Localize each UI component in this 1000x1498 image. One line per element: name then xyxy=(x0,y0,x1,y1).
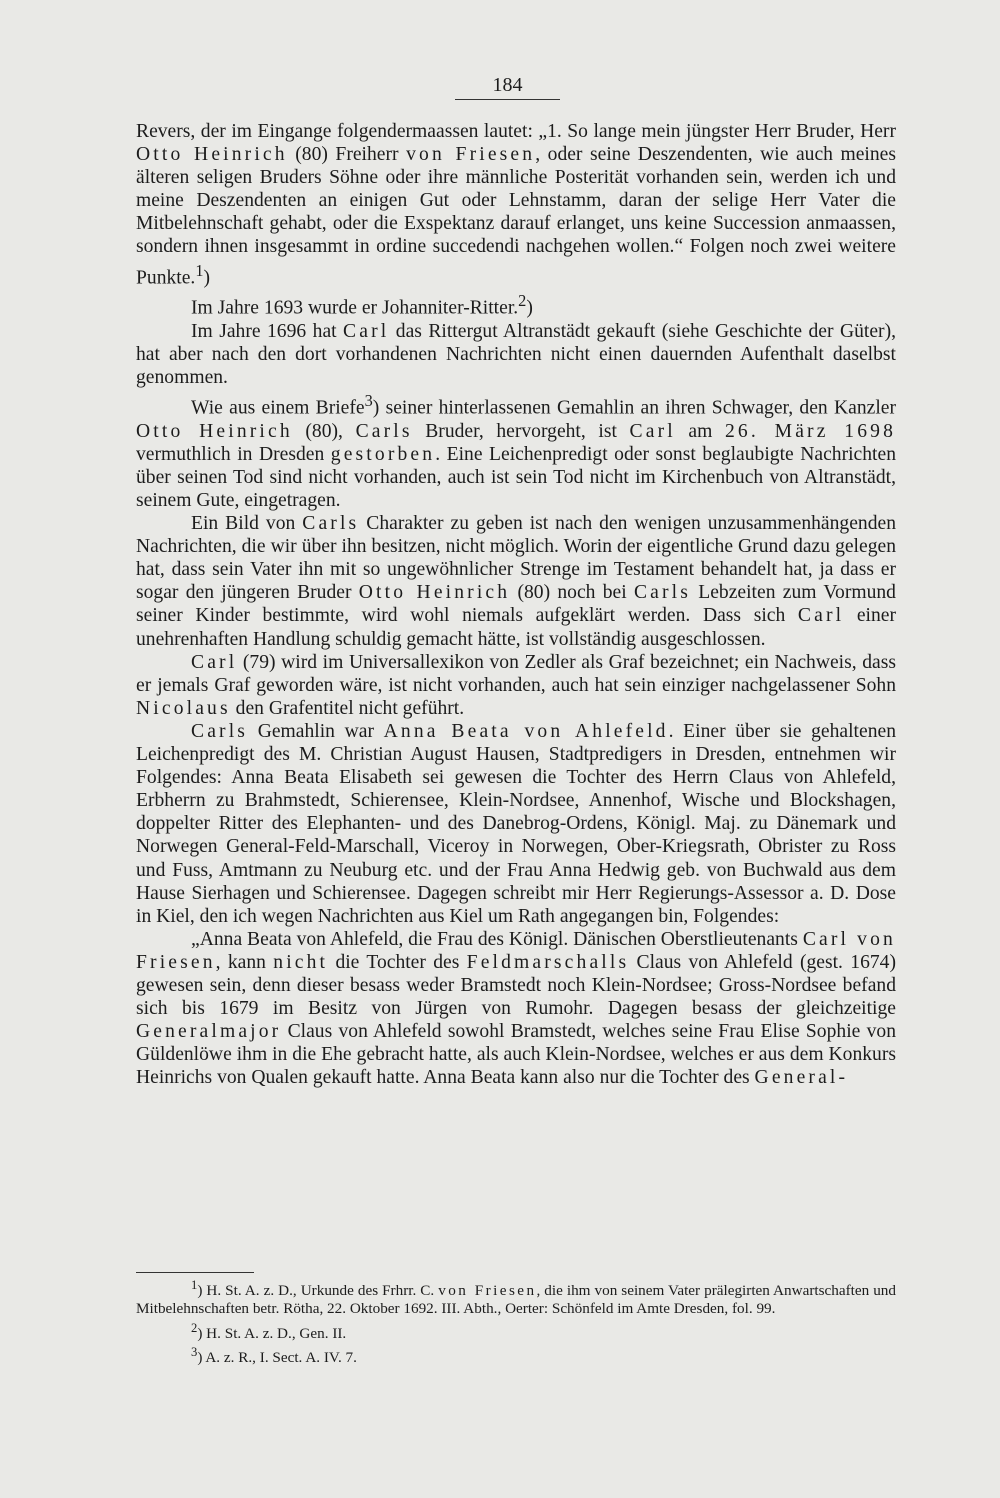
text-run: vermuthlich in Dresden xyxy=(136,443,331,465)
spaced-text: von Friesen xyxy=(438,1282,537,1300)
body-text xyxy=(136,120,896,1089)
footnote-marker: 2 xyxy=(518,291,527,311)
spaced-text: Otto Heinrich xyxy=(358,582,511,604)
paragraph-4 xyxy=(136,389,896,512)
footnote-marker: 1 xyxy=(195,260,204,280)
spaced-text: Carls xyxy=(633,582,691,604)
footnote-marker: 1 xyxy=(191,1278,198,1292)
text-run: (79) wird im Universallexikon von Zedler als Graf bezeichnet; ein Nachweis, dass er jemals Graf geworden wäre, ist nicht vorhanden, auch hat sein einziger nachgelassener Sohn xyxy=(136,651,896,696)
paragraph-1 xyxy=(136,120,896,289)
spaced-text: nicht xyxy=(273,951,329,973)
text-run: . Einer über sie gehaltenen Leichenpredigt des M. Christian August Hausen, Stadtpredigers in Dresden, entnehmen wir Folgendes: Anna Beata Elisabeth sei gewesen die Tochter des Herrn Claus von Ahlefeld, Erbherrn zu Brahmstedt, Schierensee, Klein-Nordsee, Annenhof, Wische und Blockshagen, doppelter Ritter des Elephanten- und des Danebrog-Ordens, Königl. Maj. zu Dänemark und Norwegen General-Feld-Marschall, Viceroy in Norwegen, Ober-Kriegsrath, Obrister zu Ross und Fuss, Amtmann zu Neuburg etc. und der Frau Anna Hedwig geb. von Buchwald aus dem Hause Sierhagen und Schierensee. Dagegen schreibt mir Herr Regierungs-Assessor a. D. Dose in Kiel, den ich wegen Nachrichten aus Kiel um Rath angegangen bin, Folgendes: xyxy=(136,720,896,927)
text-run: Ein Bild von xyxy=(191,513,303,535)
spaced-text: Generalmajor xyxy=(136,1021,282,1043)
text-run: „Anna Beata von Ahlefeld, die Frau des Königl. Dänischen Oberstlieutenants xyxy=(191,928,803,950)
spaced-text: Nicolaus xyxy=(136,697,231,719)
text-run: das Rittergut Altranstädt gekauft (siehe Geschichte der Güter), hat aber nach den dort vorhandenen Nachrichten nicht einen dauernden Aufenthalt daselbst genommen. xyxy=(136,320,896,388)
paragraph-7 xyxy=(136,720,896,928)
spaced-text: Carl xyxy=(343,320,390,342)
footnote-3 xyxy=(136,1343,896,1367)
page-number: 184 xyxy=(455,74,560,100)
text-run: Im Jahre 1693 wurde er Johanniter-Ritter. xyxy=(191,297,519,319)
spaced-text: Anna Beata von Ahlefeld xyxy=(383,720,669,742)
spaced-text: Carls xyxy=(191,720,249,742)
text-run: ) seiner hinterlassenen Gemahlin an ihren Schwager, den Kanzler xyxy=(372,397,896,419)
footnote-marker: 3 xyxy=(364,391,373,411)
text-run: Gemahlin war xyxy=(248,720,384,742)
text-run: (80) noch bei xyxy=(510,582,634,604)
text-run: Claus von Ahlefeld sowohl Bramstedt, welches seine Frau Elise Sophie von Güldenlöwe ihm in die Ehe gebracht hatte, als auch Klein-Nordsee, welches er aus dem Konkurs Heinrichs von Qualen gekauft hatte. Anna Beata kann also nur die Tochter des xyxy=(136,1021,896,1089)
text-run: , die ihm von seinem Vater prälegirten Anwartschaften und Mitbelehnschaften betr. Rötha, 22. Oktober 1692. III. Abth., Oerter: Schönfeld im Amte Dresden, fol. 99. xyxy=(136,1282,896,1318)
text-run: , oder seine Deszendenten, wie auch meines älteren seligen Bruders Söhne oder ihre männliche Posterität vorhanden sein, werden ich und meine Deszendenten an einigen Gut oder Lehnstamm, daran der selige Herr Vater die Mitbelehnschaft gehabt, oder die Exspektanz darauf erlanget, uns keine Succession anmaassen, sondern ihnen insgesammt in ordine succedendi nachgehen wollen.“ Folgen noch zwei weitere Punkte. xyxy=(136,144,896,289)
text-run: den Grafentitel nicht geführt. xyxy=(230,697,465,719)
spaced-text: Carl xyxy=(797,605,845,627)
spaced-text: Carl xyxy=(191,651,238,673)
text-run: ) A. z. R., I. Sect. A. IV. 7. xyxy=(197,1349,357,1367)
spaced-text: gestorben xyxy=(330,443,436,465)
text-run: ) xyxy=(526,297,533,319)
spaced-text: Carls xyxy=(355,420,413,442)
footnote-divider xyxy=(136,1272,254,1273)
text-run: , kann xyxy=(215,951,274,973)
spaced-text: Otto Heinrich xyxy=(136,144,288,166)
spaced-text: 26. März 1698 xyxy=(724,420,897,442)
spaced-text: General- xyxy=(754,1067,849,1089)
spaced-text: Otto Heinrich xyxy=(136,420,293,442)
text-run: Charakter zu geben ist nach den wenigen unzusammenhängenden Nachrichten, die wir über ihn besitzen, nicht möglich. Worin der eigentliche Grund dazu gelegen hat, dass sein Vater ihn mit so ungewöhnlicher Strenge im Testament behandelt hat, ja dass er sogar den jüngeren Bruder xyxy=(136,513,896,604)
text-run: . Eine Leichenpredigt oder sonst beglaubigte Nachrichten über seinen Tod sind nicht vorhanden, auch ist sein Tod nicht im Kirchenbuch von Altranstädt, seinem Gute, eingetragen. xyxy=(136,443,896,511)
footnotes xyxy=(136,1276,896,1367)
spaced-text: Feldmarschalls xyxy=(466,951,630,973)
text-run: Claus von Ahlefeld (gest. 1674) gewesen sein, denn dieser besass weder Bramstedt noch Klein-Nordsee; Gross-Nordsee befand sich bis 1679 im Besitz von Jürgen von Rumohr. Dagegen besass der gleichzeitige xyxy=(136,951,896,1020)
text-run: Im Jahre 1696 hat xyxy=(191,320,344,342)
text-run: Revers, der im Eingange folgendermaassen lautet: „1. So lange mein jüngster Herr Bruder, Herr xyxy=(136,121,896,142)
text-run: einer unehrenhaften Handlung schuldig gemacht hätte, ist vollständig ausgeschlossen. xyxy=(136,605,896,650)
text-run: Lebzeiten zum Vormund seiner Kinder bestimmte, wird wohl niemals aufgeklärt werden. Dass sich xyxy=(136,582,896,627)
paragraph-2 xyxy=(136,289,896,320)
text-run: (80), xyxy=(292,420,356,442)
spaced-text: von Friesen xyxy=(406,144,536,166)
footnote-marker: 2 xyxy=(191,1320,198,1335)
text-run: ) H. St. A. z. D., Gen. II. xyxy=(197,1324,347,1342)
text-run: ) H. St. A. z. D., Urkunde des Frhrr. C. xyxy=(197,1282,439,1300)
text-run: die Tochter des xyxy=(328,951,467,973)
footnote-marker: 3 xyxy=(191,1345,198,1360)
text-run: Bruder, hervorgeht, ist xyxy=(412,420,630,442)
paragraph-6 xyxy=(136,651,896,720)
footnote-1 xyxy=(136,1276,896,1319)
paragraph-3 xyxy=(136,320,896,389)
text-run: am xyxy=(675,420,725,442)
paragraph-5 xyxy=(136,512,896,651)
spaced-text: Carl xyxy=(629,420,676,442)
spaced-text: Carl von Friesen xyxy=(136,928,896,973)
paragraph-8 xyxy=(136,928,896,1090)
text-run: Wie aus einem Briefe xyxy=(191,397,365,419)
text-run: (80) Freiherr xyxy=(287,144,407,166)
footnote-2 xyxy=(136,1319,896,1343)
text-run: ) xyxy=(203,267,211,289)
spaced-text: Carls xyxy=(302,513,360,535)
